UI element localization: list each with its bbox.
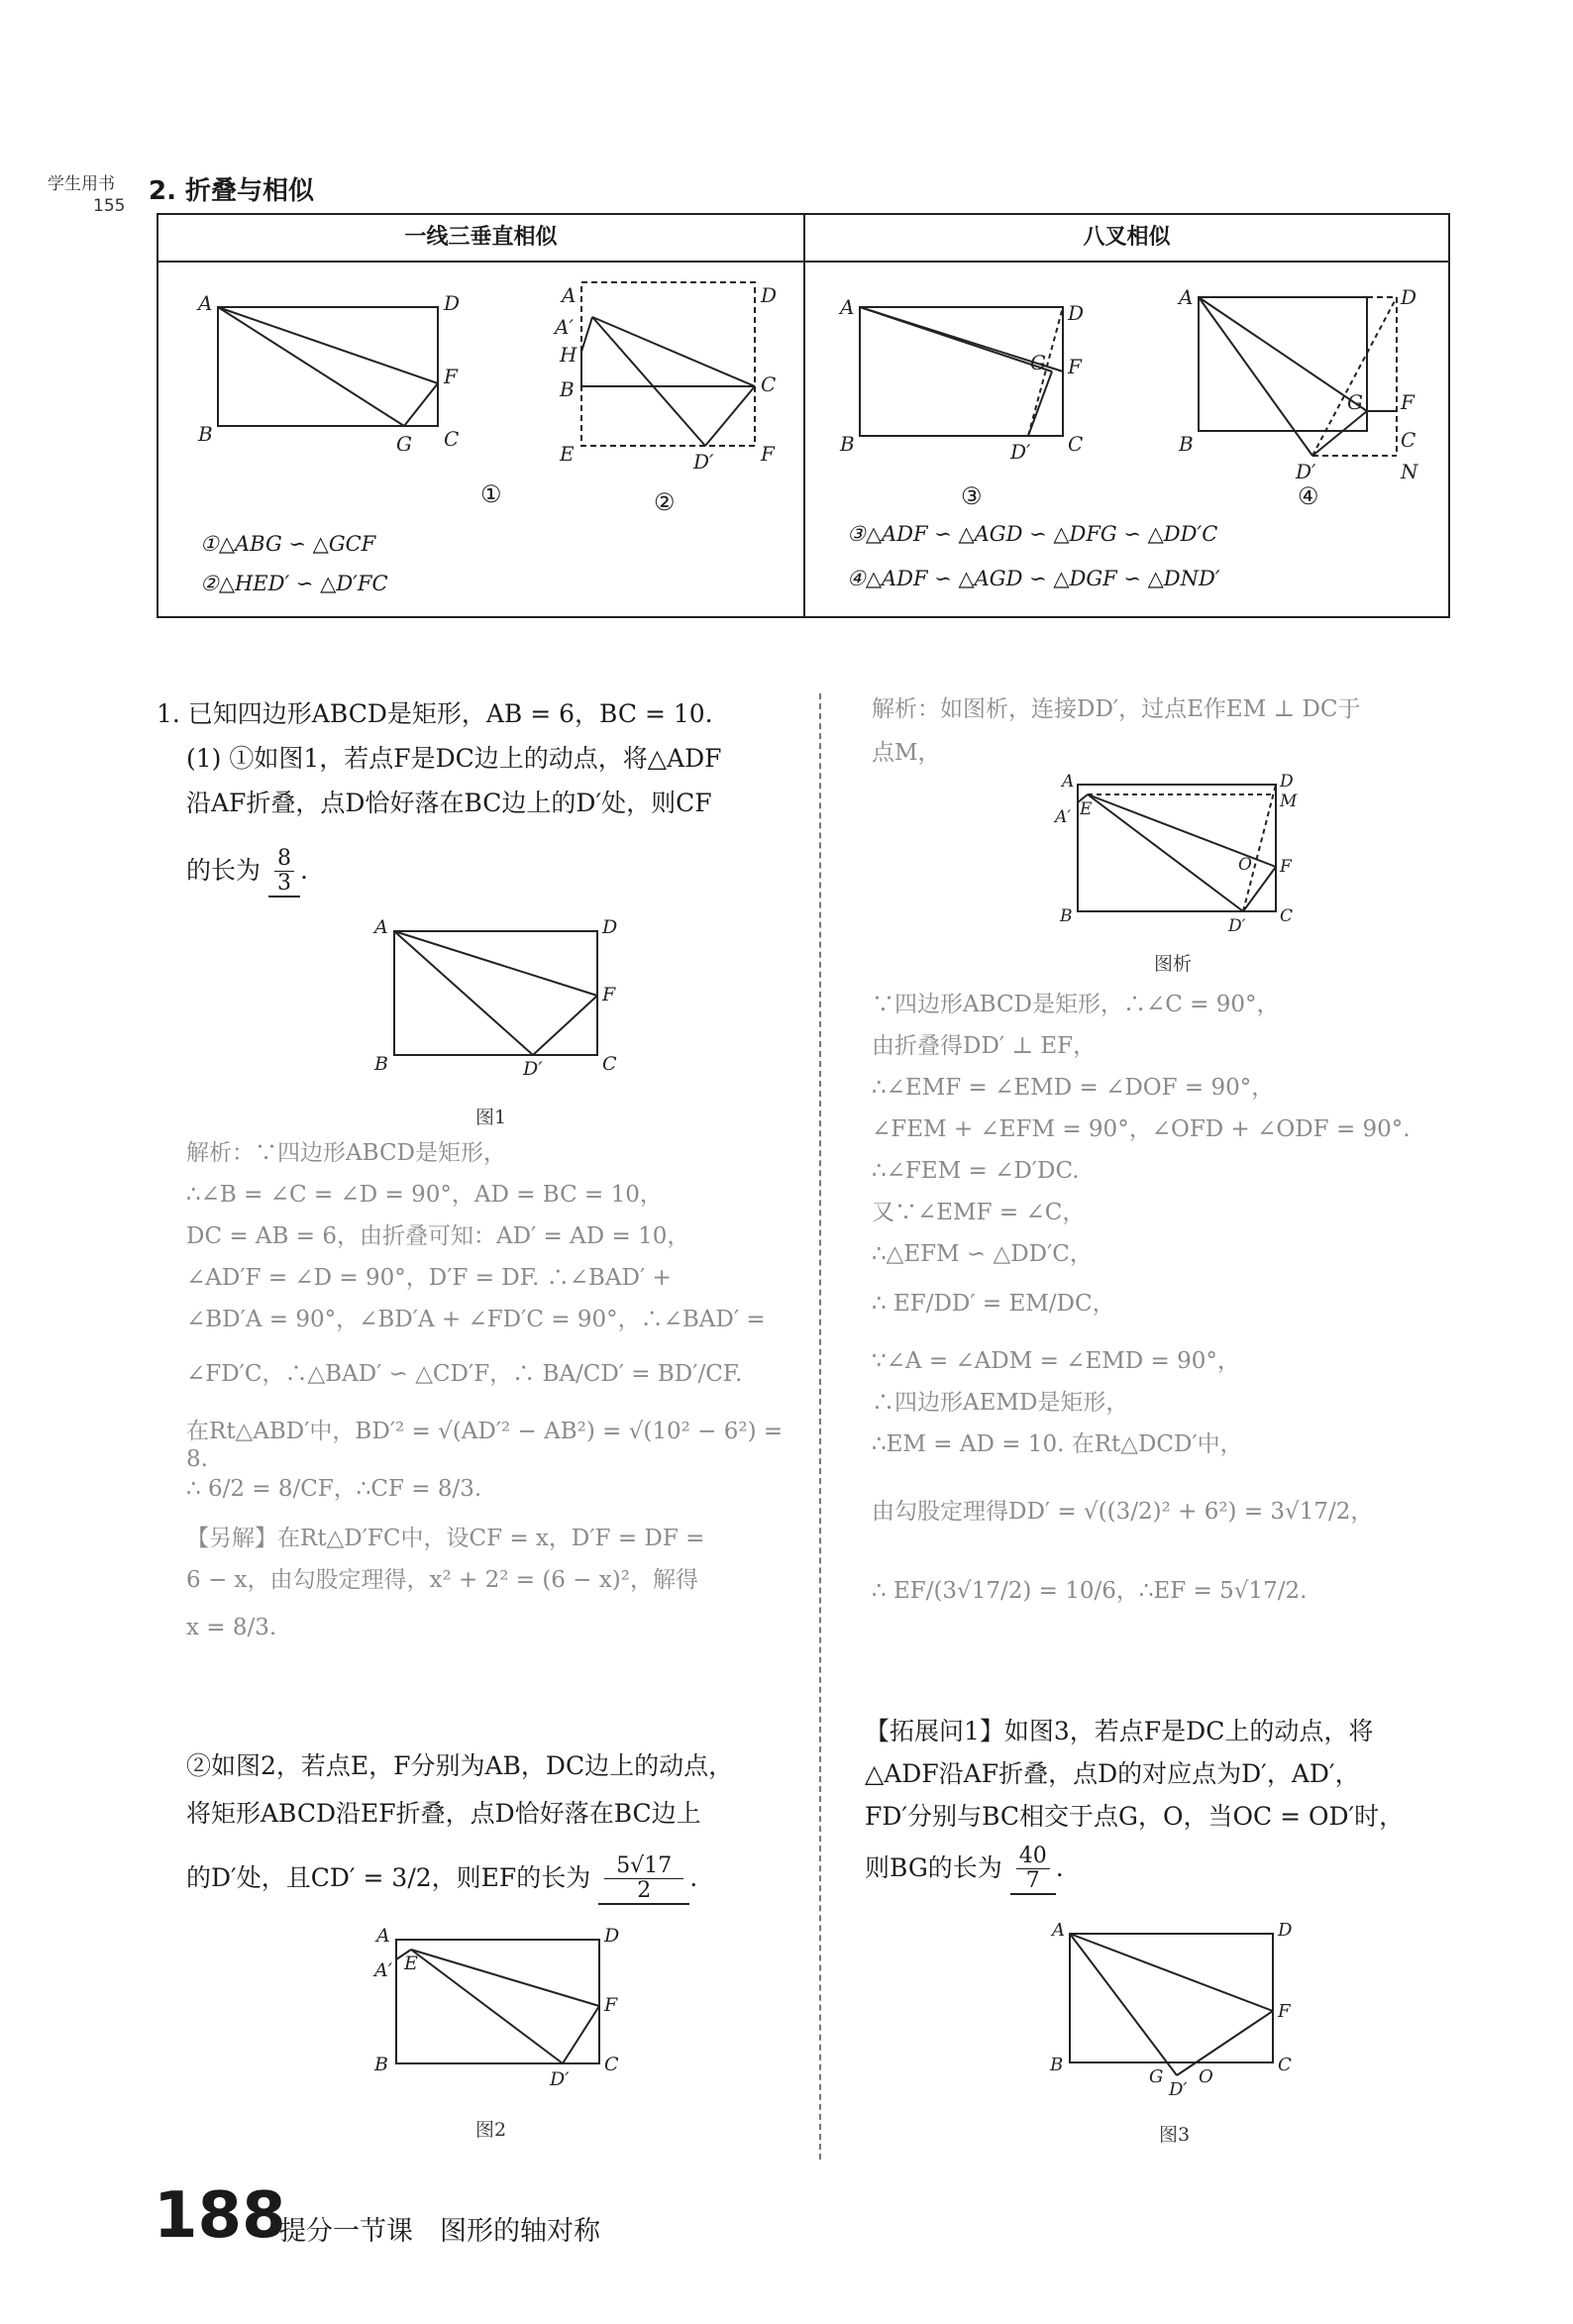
solution1-line: ∠BD′A = 90°，∠BD′A + ∠FD′C = 90°，∴∠BAD′ = bbox=[186, 1307, 766, 1332]
svg-text:A′: A′ bbox=[555, 315, 574, 339]
right-header: 八叉相似 bbox=[805, 215, 1448, 263]
svg-text:D: D bbox=[1068, 301, 1085, 325]
svg-text:C: C bbox=[444, 427, 460, 451]
solution1-line: 解析：∵四边形ABCD是矩形， bbox=[186, 1140, 506, 1166]
svg-text:B: B bbox=[374, 2054, 388, 2075]
part1-line-3: 的长为 $\frac{8}{3}$ . bbox=[186, 847, 308, 898]
svg-text:A: A bbox=[1062, 773, 1075, 792]
svg-text:O: O bbox=[1238, 855, 1252, 875]
solution1-line: ∴ 6/2 = 8/CF，∴CF = 8/3. bbox=[186, 1476, 482, 1502]
svg-text:E: E bbox=[404, 1953, 418, 1974]
extension-answer-den: 7 bbox=[1025, 1868, 1040, 1894]
summary-figure-2 bbox=[581, 282, 755, 446]
svg-text:D′: D′ bbox=[1228, 916, 1246, 931]
svg-text:D′: D′ bbox=[550, 2068, 570, 2090]
right-relation-2: ④△ADF ∽ △AGD ∽ △DGF ∽ △DND′ bbox=[847, 567, 1220, 590]
svg-text:B: B bbox=[198, 422, 213, 446]
svg-text:H: H bbox=[560, 343, 577, 367]
summary-figure-1 bbox=[218, 307, 438, 426]
svg-text:B: B bbox=[840, 432, 855, 456]
svg-text:B: B bbox=[1179, 432, 1194, 456]
solution1-line: ∠AD′F = ∠D = 90°，D′F = DF. ∴∠BAD′ + bbox=[186, 1265, 672, 1291]
solution2-line: ∴∠FEM = ∠D′DC. bbox=[872, 1158, 1080, 1184]
solution2-line: 由折叠得DD′ ⊥ EF， bbox=[872, 1033, 1097, 1059]
part2-answer-den: 2 bbox=[637, 1878, 652, 1904]
column-divider bbox=[819, 693, 821, 2160]
svg-text:C: C bbox=[761, 372, 777, 396]
svg-text:F: F bbox=[1280, 857, 1292, 877]
solution2-line: ∴ EF/(3√17/2) = 10/6，∴EF = 5√17/2. bbox=[872, 1578, 1308, 1604]
solution1-line: 在Rt△ABD′中，BD′² = √(AD′² − AB²) = √(10² − 6²) = 8. bbox=[186, 1419, 784, 1472]
svg-text:F: F bbox=[444, 365, 458, 388]
page-number: 188 bbox=[154, 2179, 286, 2253]
svg-text:D: D bbox=[1280, 773, 1294, 792]
figure-1 bbox=[367, 911, 624, 1080]
fig1-caption: 图1 bbox=[475, 1107, 507, 1128]
problem-stem: 1. 已知四边形ABCD是矩形，AB = 6，BC = 10. bbox=[157, 699, 713, 728]
svg-text:B: B bbox=[560, 377, 575, 401]
svg-text:D′: D′ bbox=[693, 450, 714, 474]
svg-text:D′: D′ bbox=[523, 1058, 543, 1080]
svg-text:M: M bbox=[1280, 792, 1298, 811]
svg-text:G: G bbox=[1149, 2066, 1164, 2087]
solution2-line: ∠FEM + ∠EFM = 90°，∠OFD + ∠ODF = 90°. bbox=[872, 1116, 1411, 1142]
solution-2-intro bbox=[872, 695, 1506, 767]
svg-text:B: B bbox=[1050, 2055, 1064, 2075]
figure-analysis bbox=[1050, 773, 1298, 931]
svg-text:D′: D′ bbox=[1169, 2079, 1188, 2095]
solution2-line: ∴△EFM ∽ △DD′C， bbox=[872, 1241, 1093, 1267]
svg-text:G: G bbox=[396, 432, 412, 456]
part1-lead: 的长为 bbox=[186, 856, 262, 886]
svg-text:D: D bbox=[604, 1925, 620, 1947]
extension-lead: 则BG的长为 bbox=[865, 1853, 1002, 1883]
left-relation-2: ②△HED′ ∽ △D′FC bbox=[200, 572, 388, 595]
svg-text:N: N bbox=[1401, 460, 1418, 483]
svg-text:F: F bbox=[1401, 390, 1415, 414]
section-title: 2. 折叠与相似 bbox=[149, 176, 315, 206]
solution-1 bbox=[186, 1139, 810, 1655]
svg-text:E: E bbox=[560, 442, 575, 466]
solution1-line: ∠FD′C，∴△BAD′ ∽ △CD′F，∴ BA/CD′ = BD′/CF. bbox=[186, 1361, 743, 1387]
fig3-caption: 图3 bbox=[1159, 2124, 1191, 2146]
svg-text:D: D bbox=[761, 283, 778, 307]
extension-answer bbox=[1010, 1845, 1056, 1895]
solution1-line: 6 − x，由勾股定理得，x² + 2² = (6 − x)²，解得 bbox=[186, 1567, 698, 1593]
summary-figures bbox=[158, 263, 1448, 500]
part1-answer-den: 3 bbox=[276, 871, 291, 897]
summary-table bbox=[157, 213, 1450, 618]
footer-title: 提分一节课 图形的轴对称 bbox=[279, 2216, 600, 2247]
solution2-line: ∴EM = AD = 10. 在Rt△DCD′中， bbox=[872, 1431, 1243, 1457]
svg-text:C: C bbox=[1068, 432, 1084, 456]
svg-text:G: G bbox=[1030, 351, 1046, 374]
svg-text:A′: A′ bbox=[1055, 807, 1072, 827]
svg-text:C: C bbox=[1401, 428, 1416, 452]
svg-text:B: B bbox=[374, 1053, 388, 1075]
fig-analysis-caption: 图析 bbox=[1154, 953, 1193, 975]
svg-text:B: B bbox=[1060, 906, 1073, 926]
side-tag bbox=[48, 173, 125, 217]
svg-text:E: E bbox=[1080, 799, 1093, 819]
svg-text:D′: D′ bbox=[1010, 440, 1031, 464]
solution1-line: x = 8/3. bbox=[186, 1615, 277, 1640]
svg-text:A: A bbox=[840, 295, 855, 319]
right-relation-1: ③△ADF ∽ △AGD ∽ △DFG ∽ △DD′C bbox=[847, 522, 1218, 546]
svg-text:C: C bbox=[602, 1053, 617, 1075]
svg-text:D: D bbox=[1401, 285, 1417, 309]
solution2-line: 点M， bbox=[872, 740, 941, 766]
svg-text:D′: D′ bbox=[1296, 460, 1316, 483]
part1-line-2: 沿AF折叠，点D恰好落在BC边上的D′处，则CF bbox=[186, 789, 712, 817]
extension-line-1: 【拓展问1】如图3，若点F是DC上的动点，将 bbox=[865, 1717, 1374, 1745]
svg-text:A: A bbox=[198, 291, 213, 315]
svg-text:O: O bbox=[1199, 2066, 1213, 2087]
solution2-line: ∴∠EMF = ∠EMD = ∠DOF = 90°， bbox=[872, 1075, 1275, 1101]
svg-text:A′: A′ bbox=[374, 1959, 393, 1981]
extension-line-4: 则BG的长为 $\frac{40}{7}$ . bbox=[865, 1845, 1064, 1895]
svg-text:A: A bbox=[1179, 285, 1194, 309]
circle-label-4: ④ bbox=[1298, 482, 1319, 510]
svg-text:C: C bbox=[604, 2054, 619, 2075]
svg-text:F: F bbox=[1278, 2001, 1291, 2022]
fig2-caption: 图2 bbox=[475, 2119, 507, 2141]
part2-line-1: ②如图2，若点E，F分别为AB，DC边上的动点， bbox=[186, 1751, 734, 1780]
svg-text:D: D bbox=[602, 916, 618, 938]
part2-lead: 的D′处，且CD′ = 3/2，则EF的长为 bbox=[186, 1863, 591, 1893]
left-header: 一线三垂直相似 bbox=[158, 215, 803, 263]
svg-text:C: C bbox=[1280, 906, 1294, 926]
extension-line-3: FD′分别与BC相交于点G，O，当OC = OD′时， bbox=[865, 1802, 1405, 1831]
svg-text:A: A bbox=[376, 1925, 390, 1947]
solution2-line: 又∵∠EMF = ∠C， bbox=[872, 1200, 1086, 1225]
solution1-line: ∴∠B = ∠C = ∠D = 90°，AD = BC = 10， bbox=[186, 1182, 663, 1208]
svg-text:F: F bbox=[761, 442, 775, 466]
circle-label-1: ① bbox=[480, 480, 502, 508]
part1-answer-num: 8 bbox=[274, 847, 294, 872]
figure-2 bbox=[367, 1922, 634, 2090]
extension-line-2: △ADF沿AF折叠，点D的对应点为D′，AD′， bbox=[865, 1759, 1360, 1788]
part1-answer bbox=[268, 847, 300, 898]
side-tag-page: 155 bbox=[93, 196, 126, 216]
svg-text:F: F bbox=[604, 1994, 618, 2016]
left-relation-1: ①△ABG ∽ △GCF bbox=[200, 532, 376, 556]
part2-line-3: 的D′处，且CD′ = 3/2，则EF的长为 $\frac{5√17}{2}$ . bbox=[186, 1854, 697, 1905]
svg-text:C: C bbox=[1278, 2055, 1292, 2075]
solution2-line: 由勾股定理得DD′ = √((3/2)² + 6²) = 3√17/2， bbox=[872, 1499, 1374, 1525]
part1-line-1: (1) ①如图1，若点F是DC边上的动点，将△ADF bbox=[186, 744, 722, 773]
svg-text:A: A bbox=[1052, 1922, 1065, 1941]
solution2-line: ∴四边形AEMD是矩形， bbox=[872, 1390, 1129, 1416]
circle-label-2: ② bbox=[654, 488, 676, 516]
solution2-line: ∴ EF/DD′ = EM/DC， bbox=[872, 1291, 1115, 1317]
circle-label-3: ③ bbox=[961, 482, 983, 510]
svg-text:A: A bbox=[562, 283, 577, 307]
solution-2 bbox=[872, 991, 1506, 1619]
solution2-line: ∵∠A = ∠ADM = ∠EMD = 90°， bbox=[872, 1348, 1240, 1374]
svg-text:A: A bbox=[374, 916, 388, 938]
svg-text:G: G bbox=[1347, 390, 1363, 414]
svg-text:F: F bbox=[1068, 355, 1082, 378]
figure-3 bbox=[1040, 1922, 1308, 2095]
side-tag-label: 学生用书 bbox=[48, 174, 115, 194]
solution1-line: 【另解】在Rt△D′FC中，设CF = x，D′F = DF = bbox=[186, 1526, 705, 1551]
solution2-line: ∵四边形ABCD是矩形，∴∠C = 90°， bbox=[872, 992, 1280, 1017]
part2-answer-num: 5√17 bbox=[604, 1854, 683, 1879]
part2-answer bbox=[598, 1854, 689, 1905]
svg-text:D: D bbox=[444, 291, 461, 315]
svg-text:D: D bbox=[1278, 1922, 1293, 1941]
svg-text:F: F bbox=[602, 984, 616, 1005]
solution1-line: DC = AB = 6，由折叠可知：AD′ = AD = 10， bbox=[186, 1223, 690, 1249]
summary-figure-4 bbox=[1199, 297, 1397, 456]
part2-line-2: 将矩形ABCD沿EF折叠，点D恰好落在BC边上 bbox=[186, 1799, 701, 1828]
extension-answer-num: 40 bbox=[1016, 1845, 1050, 1869]
solution2-line: 解析：如图析，连接DD′，过点E作EM ⊥ DC于 bbox=[872, 696, 1361, 722]
